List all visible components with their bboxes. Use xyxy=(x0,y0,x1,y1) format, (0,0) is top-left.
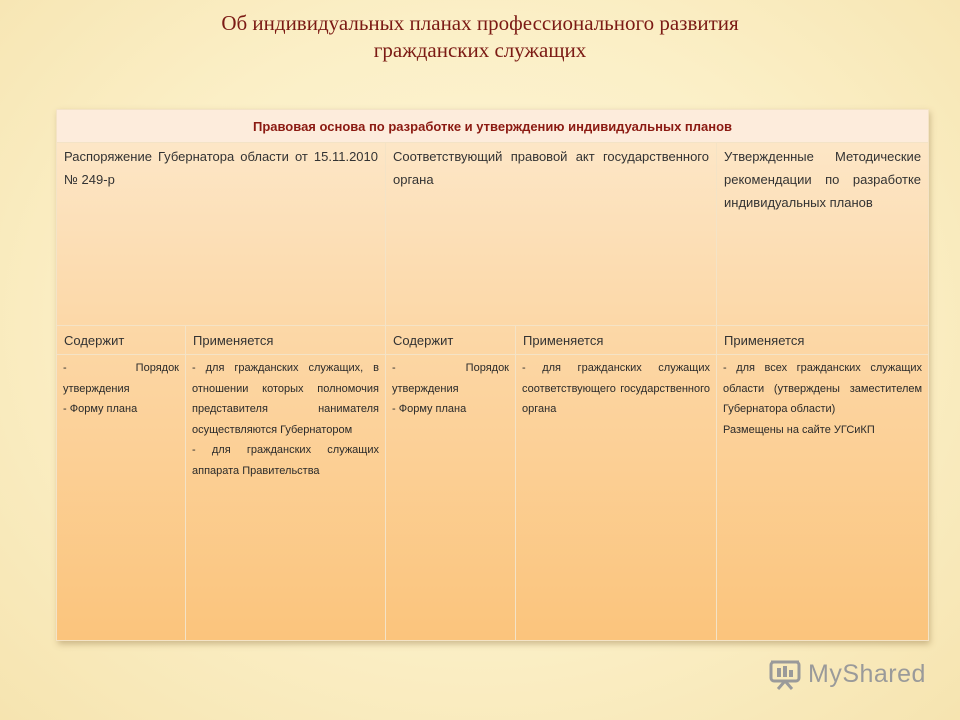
detail-line: - Форму плана xyxy=(63,403,138,415)
table-header: Правовая основа по разработке и утверждению индивидуальных планов xyxy=(57,110,929,143)
sources-row xyxy=(57,143,929,326)
detail-cell-5 xyxy=(717,355,929,641)
detail-line: - для гражданских служащих, в отношении которых полномочия представителя нанимателя осуществляются Губернатором xyxy=(192,362,379,436)
watermark-brand: MyShared xyxy=(808,659,926,688)
detail-cell-2 xyxy=(186,355,386,641)
detail-line: - для гражданских служащих соответствующего государственного органа xyxy=(522,362,710,415)
presentation-icon xyxy=(768,657,802,691)
detail-line: Размещены на сайте УГСиКП xyxy=(723,423,875,436)
label-cell-1: Содержит xyxy=(57,326,186,355)
details-row xyxy=(57,355,929,641)
detail-cell-3 xyxy=(386,355,516,641)
detail-line: - Порядок утверждения xyxy=(392,362,509,395)
detail-line: - для гражданских служащих аппарата Правительства xyxy=(192,444,379,477)
slide-title-line-1: Об индивидуальных планах профессионального развития xyxy=(221,11,739,35)
label-cell-5: Применяется xyxy=(717,326,929,355)
label-cell-3: Содержит xyxy=(386,326,516,355)
legal-basis-table xyxy=(56,109,928,641)
slide-title xyxy=(0,10,960,64)
label-cell-4: Применяется xyxy=(516,326,717,355)
table-header-row xyxy=(57,110,929,143)
watermark-logo xyxy=(768,656,926,692)
slide-title-line-2: гражданских служащих xyxy=(373,38,587,62)
labels-row xyxy=(57,326,929,355)
detail-line: - для всех гражданских служащих области (утверждены заместителем Губернатора области) xyxy=(723,362,923,415)
detail-cell-4 xyxy=(516,355,717,641)
detail-line: - Порядок утверждения xyxy=(63,362,179,395)
detail-cell-1 xyxy=(57,355,186,641)
source-cell-2: Соответствующий правовой акт государственного органа xyxy=(386,143,717,326)
detail-line: - Форму плана xyxy=(392,403,467,415)
label-cell-2: Применяется xyxy=(186,326,386,355)
source-cell-1: Распоряжение Губернатора области от 15.11.2010 № 249-р xyxy=(57,143,386,326)
source-cell-3: Утвержденные Методические рекомендации по разработке индивидуальных планов xyxy=(717,143,929,326)
